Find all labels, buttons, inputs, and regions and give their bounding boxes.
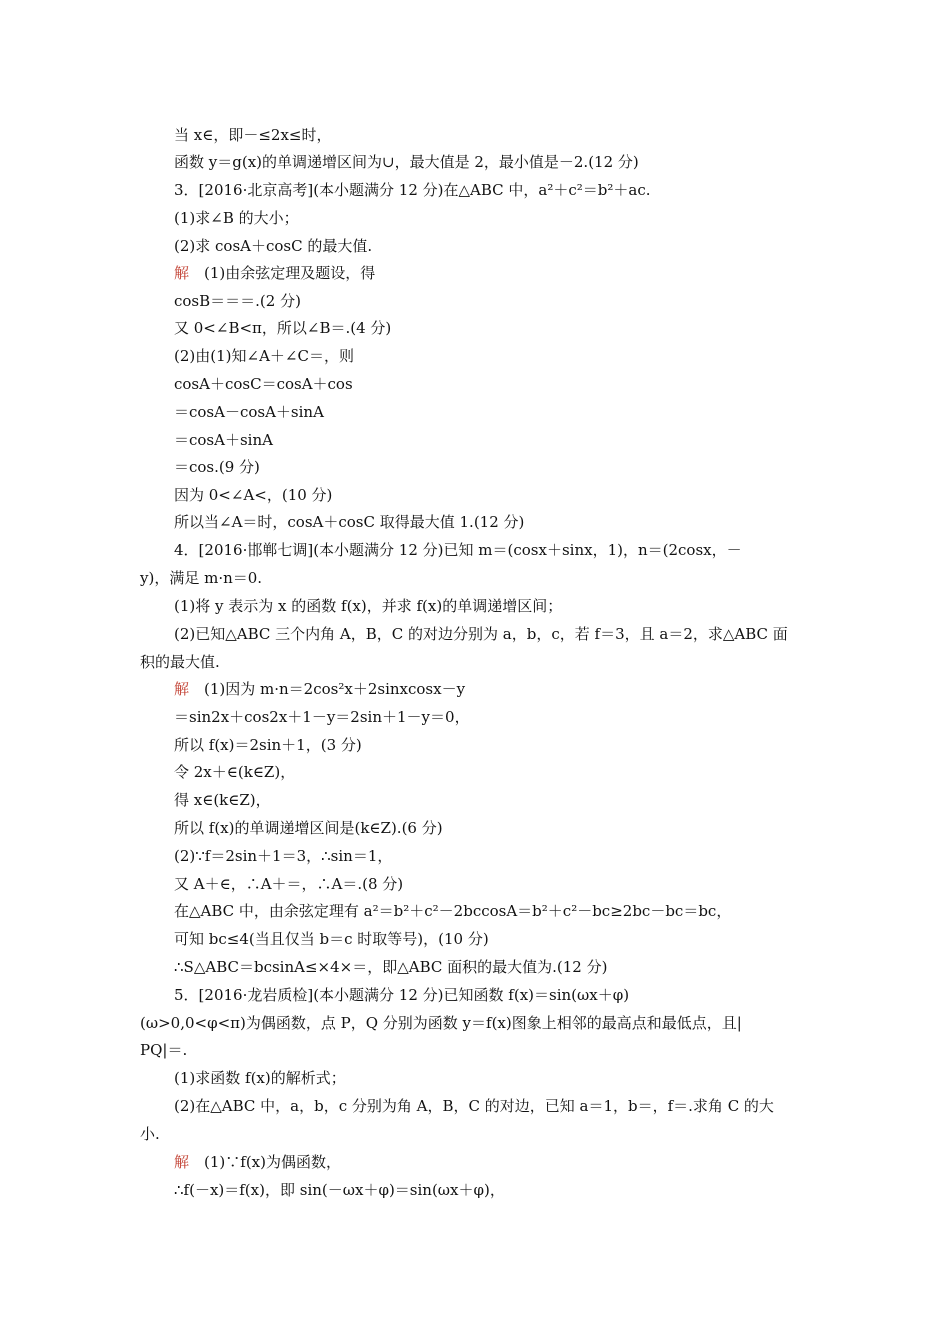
text-line: 函数 y＝g(x)的单调递增区间为∪，最大值是 2，最小值是－2.(12 分) — [174, 153, 639, 171]
solution-label: 解 — [174, 1153, 190, 1171]
text-line: 所以 f(x)的单调递增区间是(k∈Z).(6 分) — [174, 819, 443, 837]
text-line: 所以当∠A＝时，cosA＋cosC 取得最大值 1.(12 分) — [174, 513, 525, 531]
text-line: (2)由(1)知∠A＋∠C＝，则 — [174, 347, 354, 365]
text-line: 所以 f(x)＝2sin＋1，(3 分) — [174, 736, 362, 754]
text-line: ＝cosA＋sinA — [174, 431, 273, 449]
text-line: ＝cosA－cosA＋sinA — [174, 403, 324, 421]
text-line: ＝sin2x＋cos2x＋1－y＝2sin＋1－y＝0， — [174, 708, 470, 726]
text-line: 又 0<∠B<π，所以∠B＝.(4 分) — [174, 319, 392, 337]
text-line: (1)将 y 表示为 x 的函数 f(x)，并求 f(x)的单调递增区间； — [174, 597, 563, 615]
text-line: ∴f(－x)＝f(x)，即 sin(－ωx＋φ)＝sin(ωx＋φ)， — [174, 1181, 505, 1199]
solution-line: 解 (1)因为 m·n＝2cos²x＋2sinxcosx－y — [174, 680, 466, 698]
text-line: (1)求∠B 的大小； — [174, 209, 299, 227]
problem-5-heading: 5．[2016·龙岩质检](本小题满分 12 分)已知函数 f(x)＝sin(ωx＋φ) — [174, 986, 630, 1004]
solution-line: 解 (1)由余弦定理及题设，得 — [174, 264, 376, 282]
text-line: ＝cos.(9 分) — [174, 458, 260, 476]
text-line: cosB＝＝＝.(2 分) — [174, 292, 301, 310]
text-line: y)，满足 m·n＝0. — [140, 569, 263, 587]
solution-label: 解 — [174, 264, 190, 282]
text-line: (2)已知△ABC 三个内角 A，B，C 的对边分别为 a，b，c，若 f＝3，且 a＝2，求△ABC 面 — [174, 625, 788, 643]
solution-label: 解 — [174, 680, 190, 698]
text-line: 得 x∈(k∈Z)， — [174, 791, 271, 809]
text-line: 在△ABC 中，由余弦定理有 a²＝b²＋c²－2bccosA＝b²＋c²－bc≥2bc－bc＝bc， — [174, 902, 732, 920]
text-line: 当 x∈，即－≤2x≤时， — [174, 126, 332, 144]
text-line: 小. — [140, 1125, 160, 1143]
text-line: (2)求 cosA＋cosC 的最大值. — [174, 237, 373, 255]
text-line: (1)求函数 f(x)的解析式； — [174, 1069, 346, 1087]
text-line: (2)在△ABC 中，a，b，c 分别为角 A，B，C 的对边，已知 a＝1，b＝，f＝.求角 C 的大 — [174, 1097, 774, 1115]
solution-line: 解 (1)∵f(x)为偶函数， — [174, 1153, 341, 1171]
text-line: 可知 bc≤4(当且仅当 b＝c 时取等号)，(10 分) — [174, 930, 489, 948]
text-line: (2)∵f＝2sin＋1＝3，∴sin＝1， — [174, 847, 393, 865]
text-line: 因为 0<∠A<，(10 分) — [174, 486, 333, 504]
problem-3-heading: 3．[2016·北京高考](本小题满分 12 分)在△ABC 中，a²＋c²＝b²＋ac. — [174, 181, 651, 199]
text-line: cosA＋cosC＝cosA＋cos — [174, 375, 353, 393]
text-line: 令 2x＋∈(k∈Z)， — [174, 763, 296, 781]
text-line: PQ|＝. — [140, 1041, 188, 1059]
text-line: 又 A＋∈，∴A＋＝，∴A＝.(8 分) — [174, 875, 404, 893]
problem-4-heading: 4．[2016·邯郸七调](本小题满分 12 分)已知 m＝(cosx＋sinx，1)，n＝(2cosx，－ — [174, 541, 742, 559]
text-line: (ω>0,0<φ<π)为偶函数，点 P，Q 分别为函数 y＝f(x)图象上相邻的最高点和最低点，且| — [140, 1014, 742, 1032]
text-line: 积的最大值. — [140, 653, 220, 671]
text-line: ∴S△ABC＝bcsinA≤×4×＝，即△ABC 面积的最大值为.(12 分) — [174, 958, 608, 976]
